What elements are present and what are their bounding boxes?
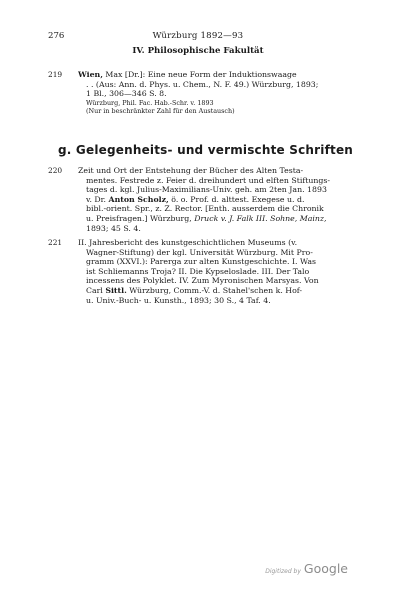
- google-logo: Google: [303, 561, 348, 576]
- page-header: [48, 31, 348, 43]
- digitization-watermark: [265, 561, 348, 576]
- entry-line: [78, 70, 348, 80]
- entry-line: [78, 214, 348, 224]
- entry-line: mentes. Festrede z. Feier d. dreihundert und elften Stiftungs-: [86, 175, 331, 185]
- author-name: Anton Scholz,: [108, 194, 169, 204]
- entry-text: Carl: [86, 285, 106, 295]
- section-heading-g: g. Gelegenheits- und vermischte Schriften: [58, 143, 354, 157]
- entry-line: incessens des Polyklet. IV. Zum Myronischen Marsyas. Von: [86, 276, 319, 286]
- entry-220: [48, 166, 348, 233]
- section-heading-iv: IV. Philosophische Fakultät: [132, 46, 264, 56]
- entry-note: Würzburg, Phil. Fac. Hab.-Schr. v. 1893: [86, 98, 214, 107]
- entry-line: ist Schliemanns Troja? II. Die Kypseloslade. III. Der Talo: [86, 266, 310, 276]
- entry-body: [78, 70, 348, 115]
- entry-text: Max [Dr.]: Eine neue Form der Induktionswaage: [102, 70, 297, 79]
- entry-body: [78, 166, 348, 233]
- entry-line: u. Univ.-Buch- u. Kunsth., 1893; 30 S., 4 Taf. 4.: [86, 295, 271, 305]
- printer-name: Druck v. J. Falk III. Sohne, Mainz,: [194, 213, 327, 223]
- entry-text: ö. o. Prof. d. alttest. Exegese u. d.: [168, 194, 305, 204]
- entry-note: (Nur in beschränkter Zahl für den Austausch): [86, 106, 235, 115]
- entry-line: tages d. kgl. Julius-Maximilians-Univ. geh. am 2ten Jan. 1893: [86, 185, 327, 195]
- entry-line: Zeit und Ort der Entstehung der Bücher des Alten Testa-: [78, 166, 304, 175]
- entry-text: u. Preisfragen.] Würzburg,: [86, 213, 195, 223]
- entry-number: 220: [48, 166, 63, 175]
- entry-line: 1893; 45 S. 4.: [86, 223, 141, 233]
- entry-line: bibl.-orient. Spr., z. Z. Rector. [Enth. ausserdem die Chronik: [86, 204, 324, 214]
- entry-221: [48, 238, 348, 305]
- entry-line: [78, 286, 348, 296]
- author-name: Wien,: [78, 70, 103, 79]
- entry-number: 221: [48, 238, 63, 247]
- page-number: 276: [48, 31, 65, 41]
- entry-219: [48, 70, 348, 115]
- entry-line: gramm (XXVI.): Parerga zur alten Kunstgeschichte. I. Was: [86, 257, 317, 267]
- entry-line: Wagner-Stiftung) der kgl. Universität Würzburg. Mit Pro-: [86, 247, 313, 257]
- entry-line: . . (Aus: Ann. d. Phys. u. Chem., N. F. 49.) Würzburg, 1893;: [86, 79, 319, 89]
- entry-line: [78, 195, 348, 205]
- author-name: Sittl.: [105, 285, 127, 295]
- entry-text: Würzburg, Comm.-V. d. Stahel'schen k. Hof-: [126, 285, 303, 295]
- running-title: Würzburg 1892—93: [152, 31, 244, 41]
- entry-text: v. Dr.: [86, 194, 109, 204]
- entry-number: 219: [48, 70, 63, 79]
- entry-line: 1 Bl., 306—346 S. 8.: [86, 89, 167, 99]
- watermark-prefix: Digitized by: [265, 568, 301, 575]
- entry-line: II. Jahresbericht des kunstgeschichtlichen Museums (v.: [78, 238, 298, 247]
- entry-body: [78, 238, 348, 305]
